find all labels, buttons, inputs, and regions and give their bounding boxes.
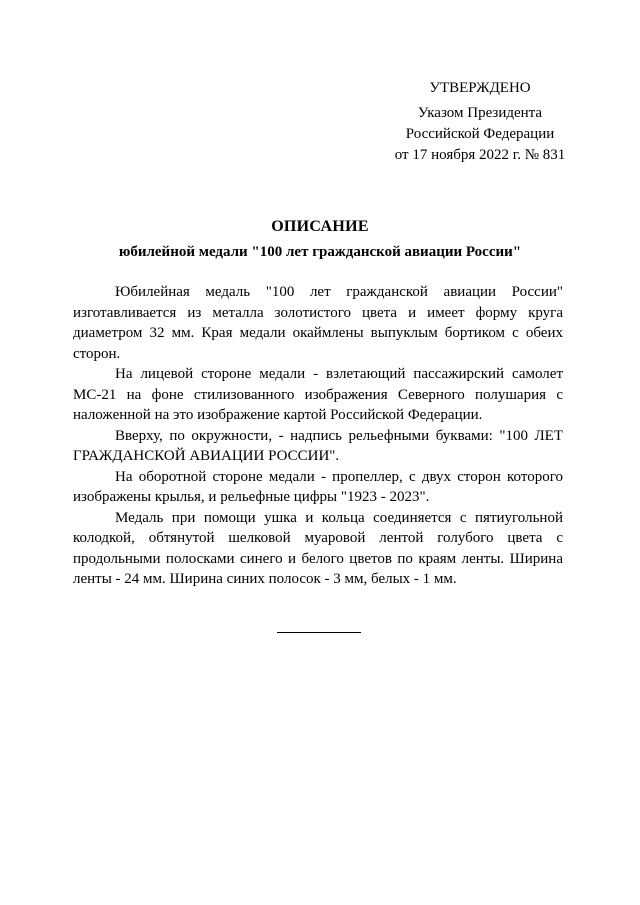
document-body xyxy=(73,282,563,590)
document-title: ОПИСАНИЕ xyxy=(271,218,369,235)
document-subtitle: юбилейной медали "100 лет гражданской авиации России" xyxy=(118,244,522,260)
document-header xyxy=(60,216,580,263)
approval-stamp xyxy=(360,78,600,166)
approval-line: Указом Президента xyxy=(417,105,543,121)
end-separator-line xyxy=(277,632,361,633)
approval-line: от 17 ноября 2022 г. № 831 xyxy=(394,147,566,163)
paragraph: Вверху, по окружности, - надпись рельефными буквами: "100 ЛЕТ ГРАЖДАНСКОЙ АВИАЦИИ РОССИИ". xyxy=(73,427,563,464)
paragraph: Юбилейная медаль "100 лет гражданской авиации России" изготавливается из металла золотистого цвета и имеет форму круга диаметром 32 мм. Края медали окаймлены выпуклым бортиком с обеих сторон. xyxy=(73,284,563,362)
paragraph: На оборотной стороне медали - пропеллер, с двух сторон которого изображены крылья, и рельефные цифры "1923 - 2023". xyxy=(73,468,563,505)
approval-line: Российской Федерации xyxy=(405,126,555,142)
paragraph: Медаль при помощи ушка и кольца соединяется с пятиугольной колодкой, обтянутой шелковой муаровой лентой голубого цвета с продольными полосками синего и белого цветов по краям ленты. Ширина ленты - 24 мм. Ширина синих полосок - 3 мм, белых - 1 мм. xyxy=(73,509,563,587)
approval-heading: УТВЕРЖДЕНО xyxy=(429,80,531,96)
paragraph: На лицевой стороне медали - взлетающий пассажирский самолет МС-21 на фоне стилизованного изображения Северного полушария с наложенной на это изображение картой Российской Федерации. xyxy=(73,366,563,423)
